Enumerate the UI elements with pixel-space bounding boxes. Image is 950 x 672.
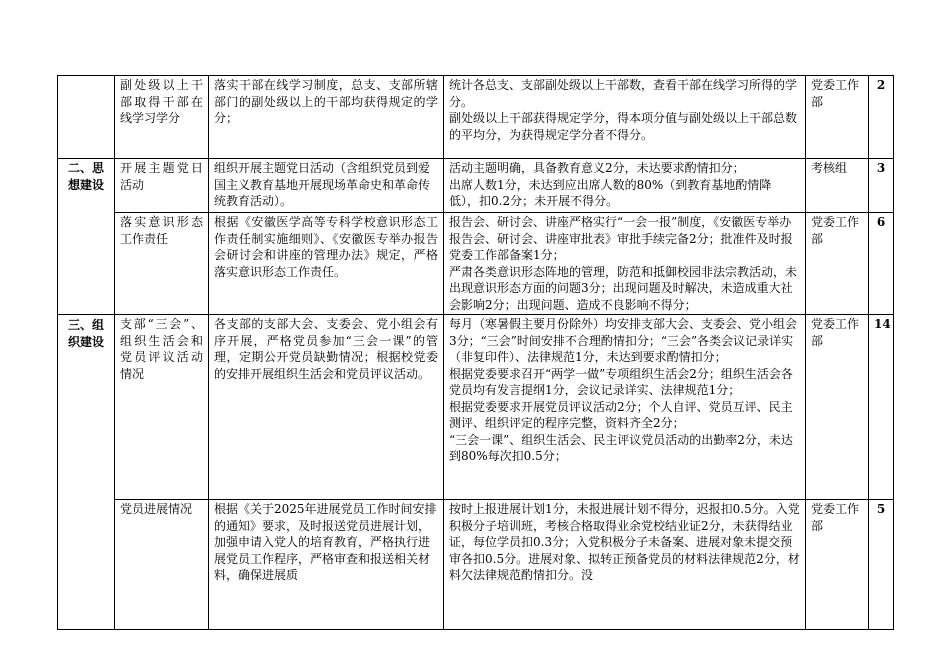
- table-row: [58, 159, 894, 213]
- criteria-line: 统计各总支、支部副处级以上干部数，查看干部在线学习所得的学分。: [449, 78, 798, 109]
- item-cell: 开展主题党日活动: [115, 159, 209, 213]
- score-cell: 5: [869, 500, 894, 630]
- requirement-cell: 根据《安徽医学高等专科学校意识形态工作责任制实施细则》、《安徽医专举办报告会研讨会和讲座的管理办法》规定，严格落实意识形态工作责任。: [209, 213, 444, 315]
- table-row: [58, 500, 894, 630]
- criteria-line: 报告会、研讨会、讲座严格实行“一会一报”制度，《安徽医专举办报告会、研讨会、讲座审批表》审批手续完备2分；批准件及时报党委工作部备案1分；: [449, 215, 793, 262]
- score-cell: 3: [869, 159, 894, 213]
- criteria-cell: [444, 500, 806, 630]
- criteria-line: 根据党委要求召开“两学一做”专项组织生活会2分；组织生活会各党员均有发言提纲1分，会议记录详实、法律规范1分；: [449, 366, 793, 397]
- criteria-line: 严肃各类意识形态阵地的管理，防范和抵御校园非法宗教活动，未出现意识形态方面的问题3分；出现问题及时解决，未造成重大社会影响2分；出现问题、造成不良影响不得分；: [449, 264, 798, 312]
- item-cell: 支部“三会”、组织生活会和党员评议活动情况: [115, 315, 209, 500]
- criteria-cell: [444, 315, 806, 500]
- criteria-line: “三会一课”、组织生活会、民主评议党员活动的出勤率2分，未达到80%每次扣0.5分；: [449, 432, 793, 463]
- criteria-cell: [444, 76, 806, 159]
- category-organization: 三、组织建设: [58, 315, 115, 630]
- item-cell: 落实意识形态工作责任: [115, 213, 209, 315]
- requirement-cell: 根据《关于2025年进展党员工作时间安排的通知》要求，及时报送党员进展计划，加强申请入党人的培育教育，严格执行进展党员工作程序，严格审查和报送相关材料，确保进展质: [209, 500, 444, 630]
- item-cell: 党员进展情况: [115, 500, 209, 630]
- table-row: [58, 315, 894, 500]
- criteria-line: 按时上报进展计划1分，未报进展计划不得分，迟报扣0.5分。入党积极分子培训班，考核合格取得业余党校结业证2分，未获得结业证，每位学员扣0.3分；入党积极分子未备案、进展对象未提交预审各扣0.5分。进展对象、拟转正预备党员的材料法律规范2分，材料欠法律规范酌情扣分。没: [449, 502, 800, 582]
- requirement-cell: 各支部的支部大会、支委会、党小组会有序开展，严格党员参加“三会一课”的管理，定期公开党员缺勤情况；根据校党委的安排开展组织生活会和党员评议活动。: [209, 315, 444, 500]
- table-row: [58, 213, 894, 315]
- score-cell: 2: [869, 76, 894, 159]
- item-cell: 副处级以上干部取得干部在线学习学分: [115, 76, 209, 159]
- department-cell: 党委工作部: [806, 500, 869, 630]
- score-cell: 6: [869, 213, 894, 315]
- department-cell: 考核组: [806, 159, 869, 213]
- department-cell: 党委工作部: [806, 315, 869, 500]
- criteria-cell: [444, 213, 806, 315]
- criteria-line: 副处级以上干部获得规定学分，得本项分值与副处级以上干部总数的平均分，为获得规定学分者不得分。: [449, 111, 798, 142]
- table-row: [58, 76, 894, 159]
- category-cell-empty: [58, 76, 115, 159]
- criteria-line: 每月（寒暑假主要月份除外）均安排支部大会、支委会、党小组会3分；“三会”时间安排不合理酌情扣分；“三会”各类会议记录详实（非复印件）、法律规范1分，未达到要求酌情扣分；: [449, 317, 798, 364]
- requirement-cell: 落实干部在线学习制度，总支、支部所辖部门的副处级以上的干部均获得规定的学分；: [209, 76, 444, 159]
- department-cell: 党委工作部: [806, 213, 869, 315]
- criteria-line: 根据党委要求开展党员评议活动2分；个人自评、党员互评、民主测评、组织评定的程序完整，资料齐全2分；: [449, 399, 793, 430]
- requirement-cell: 组织开展主题党日活动（含组织党员到爱国主义教育基地开展现场革命史和革命传统教育活动）。: [209, 159, 444, 213]
- score-cell: 14: [869, 315, 894, 500]
- criteria-line: 活动主题明确，具备教育意义2分，未达要求酌情扣分；: [449, 161, 745, 175]
- criteria-cell: [444, 159, 806, 213]
- category-ideology: 二、思想建设: [58, 159, 115, 315]
- criteria-line: 出席人数1分，未达到应出席人数的80%（到教育基地酌情降低），扣0.2分；未开展不得分。: [449, 177, 772, 208]
- assessment-table: [57, 75, 894, 630]
- department-cell: 党委工作部: [806, 76, 869, 159]
